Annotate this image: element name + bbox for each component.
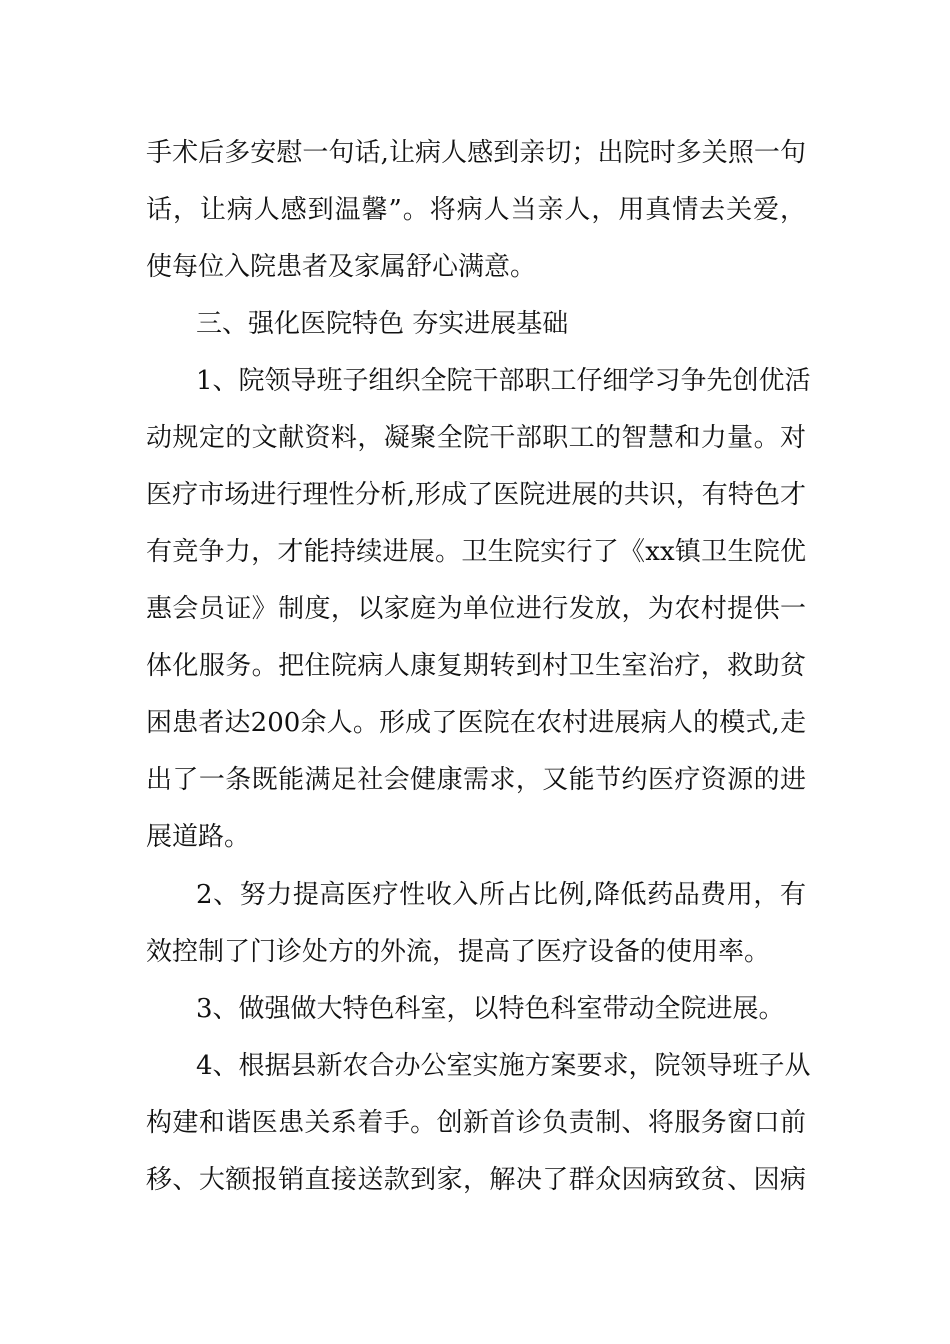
text-line: 1、院领导班子组织全院干部职工仔细学习争先创优活 xyxy=(196,366,811,396)
text-line: 效控制了门诊处方的外流，提高了医疗设备的使用率。 xyxy=(146,937,771,967)
text-line: 构建和谐医患关系着手。创新首诊负责制、将服务窗口前 xyxy=(146,1108,806,1138)
text-line: 展道路。 xyxy=(146,822,251,852)
text-line: 4、根据县新农合办公室实施方案要求，院领导班子从 xyxy=(196,1051,811,1081)
text-line: 动规定的文献资料，凝聚全院干部职工的智慧和力量。对 xyxy=(146,423,806,453)
text-line: 出了一条既能满足社会健康需求，又能节约医疗资源的进 xyxy=(146,765,806,795)
text-line: 手术后多安慰一句话,让病人感到亲切；出院时多关照一句 xyxy=(146,138,806,168)
text-line: 3、做强做大特色科室，以特色科室带动全院进展。 xyxy=(196,994,785,1024)
text-line: 话，让病人感到温馨”。将病人当亲人，用真情去关爱， xyxy=(146,195,806,225)
text-line: 使每位入院患者及家属舒心满意。 xyxy=(146,252,537,282)
text-line: 医疗市场进行理性分析,形成了医院进展的共识，有特色才 xyxy=(146,480,806,510)
text-line: 惠会员证》制度，以家庭为单位进行发放，为农村提供一 xyxy=(146,594,806,624)
text-line: 移、大额报销直接送款到家，解决了群众因病致贫、因病 xyxy=(146,1165,806,1195)
text-line: 体化服务。把住院病人康复期转到村卫生室治疗，救助贫 xyxy=(146,651,806,681)
text-line: 困患者达200余人。形成了医院在农村进展病人的模式,走 xyxy=(146,708,806,738)
text-line: 2、努力提高医疗性收入所占比例,降低药品费用，有 xyxy=(196,880,806,910)
text-line: 有竞争力，才能持续进展。卫生院实行了《xx镇卫生院优 xyxy=(146,537,806,567)
section-heading: 三、强化医院特色 夯实进展基础 xyxy=(196,309,569,339)
